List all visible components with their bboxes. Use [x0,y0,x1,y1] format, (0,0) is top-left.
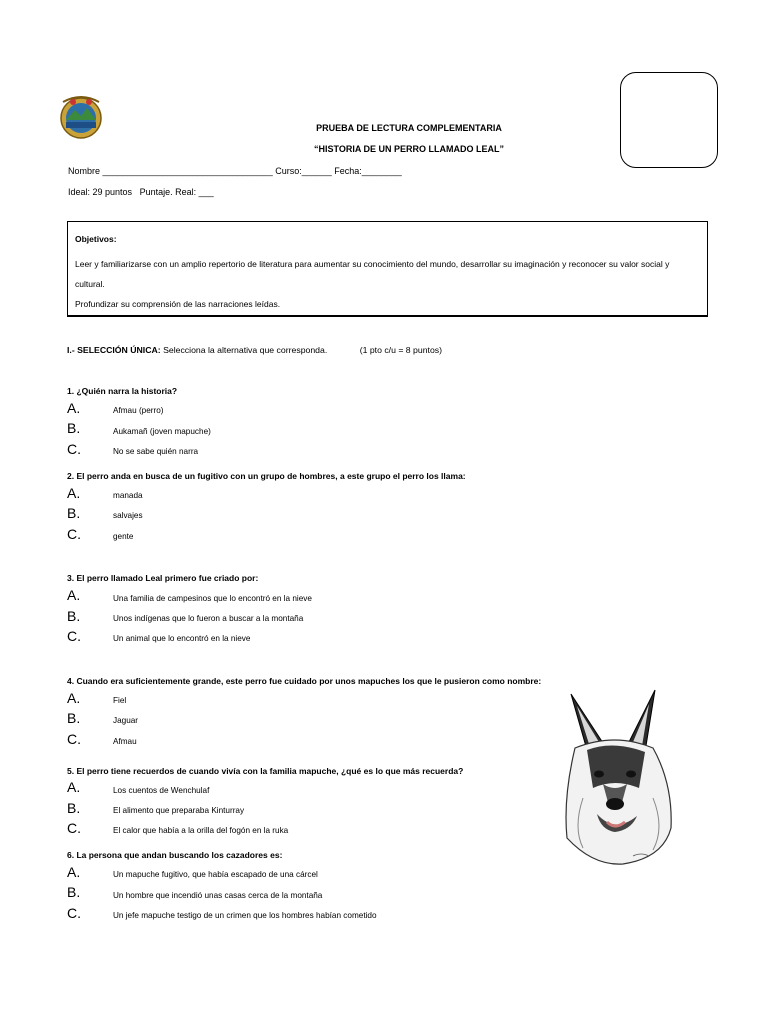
objective-line-2: cultural. [75,279,105,289]
test-title: PRUEBA DE LECTURA COMPLEMENTARIA [316,123,502,133]
option-letter[interactable]: B. [67,800,81,816]
option-text[interactable]: Un jefe mapuche testigo de un crimen que los hombres habían cometido [113,911,377,920]
option-text[interactable]: Unos indígenas que lo fueron a buscar a la montaña [113,614,304,623]
option-text[interactable]: Un hombre que incendió unas casas cerca de la montaña [113,891,323,900]
question-5: 5. El perro tiene recuerdos de cuando vivía con la familia mapuche, ¿qué es lo que más recuerda? [67,766,464,776]
question-4: 4. Cuando era suficientemente grande, este perro fue cuidado por unos mapuches los que le pusieron como nombre: [67,676,542,686]
option-text[interactable]: Aukamañ (joven mapuche) [113,427,211,436]
option-text[interactable]: Afmau [113,737,137,746]
option-text[interactable]: Fiel [113,696,127,705]
question-2: 2. El perro anda en busca de un fugitivo con un grupo de hombres, a este grupo el perro los llama: [67,471,466,481]
option-letter[interactable]: C. [67,441,81,457]
option-letter[interactable]: C. [67,628,81,644]
option-text[interactable]: Un mapuche fugitivo, que había escapado de una cárcel [113,870,318,879]
school-crest-logo [55,90,107,142]
story-title: “HISTORIA DE UN PERRO LLAMADO LEAL” [313,144,504,154]
option-letter[interactable]: A. [67,400,81,416]
option-letter[interactable]: B. [67,608,81,624]
option-text[interactable]: salvajes [113,511,143,520]
option-letter[interactable]: A. [67,587,81,603]
option-letter[interactable]: A. [67,485,81,501]
option-text[interactable]: Los cuentos de Wenchulaf [113,786,210,795]
option-text[interactable]: manada [113,491,143,500]
objectives-box [67,221,708,317]
option-letter[interactable]: C. [67,526,81,542]
section-title: I.- SELECCIÓN ÚNICA: [67,345,161,355]
option-text[interactable]: El alimento que preparaba Kinturray [113,806,245,815]
option-letter[interactable]: A. [67,864,81,880]
question-3: 3. El perro llamado Leal primero fue criado por: [67,573,259,583]
option-letter[interactable]: B. [67,884,81,900]
option-text[interactable]: Un animal que lo encontró en la nieve [113,634,251,643]
objective-line-3: Profundizar su comprensión de las narraciones leídas. [75,299,281,309]
option-letter[interactable]: A. [67,779,81,795]
student-info-line[interactable]: Nombre __________________________________ Curso:______ Fecha:________ [68,166,402,176]
section-instruction: Selecciona la alternativa que corresponda. [163,345,328,355]
option-letter[interactable]: C. [67,731,81,747]
objectives-heading: Objetivos: [75,234,117,244]
section-points: (1 pto c/u = 8 puntos) [359,345,443,355]
question-1: 1. ¿Quién narra la historia? [67,386,178,396]
objective-line-1: Leer y familiarizarse con un amplio repertorio de literatura para aumentar su conocimiento del mundo, desarrollar su imaginación y reconocer su valor social y [75,259,670,269]
option-letter[interactable]: C. [67,905,81,921]
option-letter[interactable]: C. [67,820,81,836]
score-ideal: Ideal: 29 puntos [68,187,133,197]
option-text[interactable]: Afmau (perro) [113,406,164,415]
score-real[interactable]: Puntaje. Real: ___ [139,187,214,197]
option-text[interactable]: gente [113,532,134,541]
option-letter[interactable]: A. [67,690,81,706]
option-text[interactable]: Jaguar [113,716,139,725]
option-text[interactable]: Una familia de campesinos que lo encontró en la nieve [113,594,312,603]
option-letter[interactable]: B. [67,420,81,436]
option-text[interactable]: El calor que había a la orilla del fogón en la ruka [113,826,289,835]
option-text[interactable]: No se sabe quién narra [113,447,199,456]
german-shepherd-illustration [553,688,679,868]
option-letter[interactable]: B. [67,710,81,726]
section-header [67,345,442,355]
question-6: 6. La persona que andan buscando los cazadores es: [67,850,283,860]
score-line [68,187,214,197]
option-letter[interactable]: B. [67,505,81,521]
